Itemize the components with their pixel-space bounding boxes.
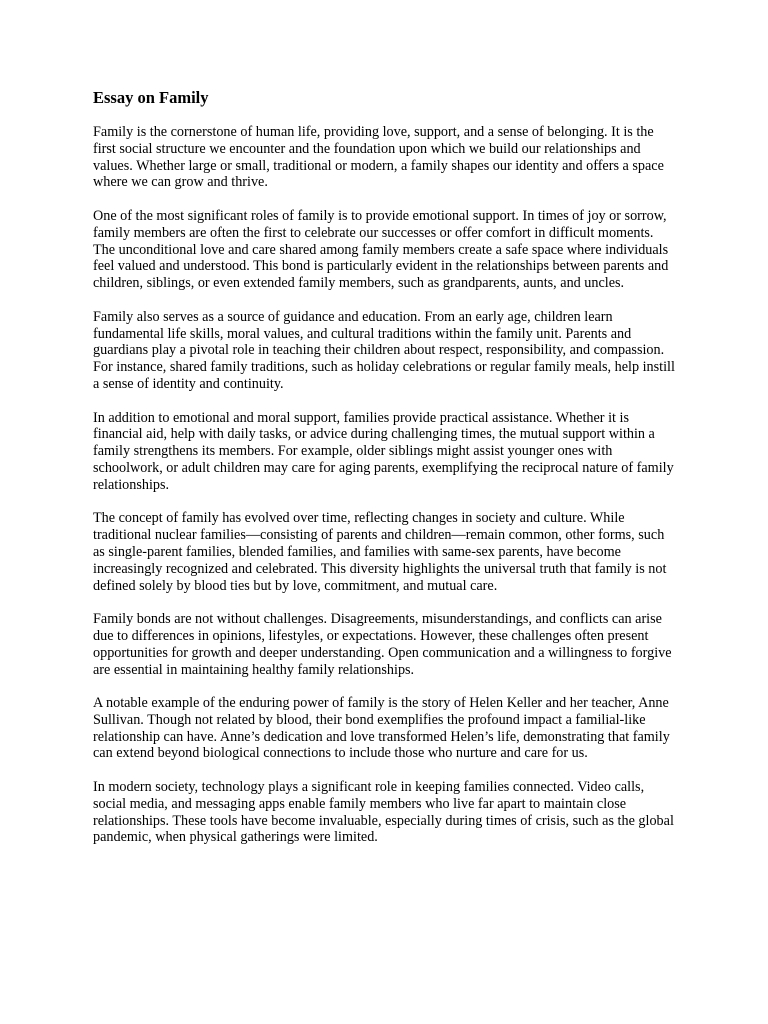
paragraph-technology: In modern society, technology plays a significant role in keeping families connected. Video calls, social media, and messaging apps enable family members who live far apart to maintain close relationships. These tools have become invaluable, especially during times of crisis, such as the global pandemic, when physical gatherings were limited. <box>93 779 674 846</box>
paragraph-emotional-support: One of the most significant roles of family is to provide emotional support. In times of joy or sorrow, family members are often the first to celebrate our successes or offer comfort in difficult moments. The unconditional love and care shared among family members create a safe space where individuals feel valued and understood. This bond is particularly evident in the relationships between parents and children, siblings, or even extended family members, such as grandparents, aunts, and uncles. <box>93 207 669 292</box>
paragraph-guidance-education: Family also serves as a source of guidance and education. From an early age, children learn fundamental life skills, moral values, and cultural traditions within the family unit. Parents and guardians play a pivotal role in teaching their children about respect, responsibility, and compassion. For instance, shared family traditions, such as holiday celebrations or regular family meals, help instill a sense of identity and continuity. <box>93 308 675 392</box>
paragraph-helen-keller-example: A notable example of the enduring power of family is the story of Helen Keller and her teacher, Anne Sullivan. Though not related by blood, their bond exemplifies the profound impact a familial-like relationship can have. Anne’s dedication and love transformed Helen’s life, demonstrating that family can extend beyond biological connections to include those who nurture and care for us. <box>93 695 670 762</box>
document-body <box>93 88 678 863</box>
paragraph-practical-assistance: In addition to emotional and moral support, families provide practical assistance. Whether it is financial aid, help with daily tasks, or advice during challenging times, the mutual support within a family strengthens its members. For example, older siblings might assist younger ones with schoolwork, or adult children may care for aging parents, exemplifying the reciprocal nature of family relationships. <box>93 409 674 493</box>
essay-title: Essay on Family <box>93 88 209 107</box>
paragraph-intro: Family is the cornerstone of human life, providing love, support, and a sense of belonging. It is the first social structure we encounter and the foundation upon which we build our relationships and values. Whether large or small, traditional or modern, a family shapes our identity and offers a space where we can grow and thrive. <box>93 124 664 191</box>
paragraph-evolving-concept: The concept of family has evolved over time, reflecting changes in society and culture. While traditional nuclear families—consisting of parents and children—remain common, other forms, such as single-parent families, blended families, and families with same-sex parents, have become increasingly recognized and celebrated. This diversity highlights the universal truth that family is not defined solely by blood ties but by love, commitment, and mutual care. <box>93 510 667 594</box>
paragraph-challenges: Family bonds are not without challenges. Disagreements, misunderstandings, and conflicts can arise due to differences in opinions, lifestyles, or expectations. However, these challenges often present opportunities for growth and deeper understanding. Open communication and a willingness to forgive are essential in maintaining healthy family relationships. <box>93 611 672 678</box>
